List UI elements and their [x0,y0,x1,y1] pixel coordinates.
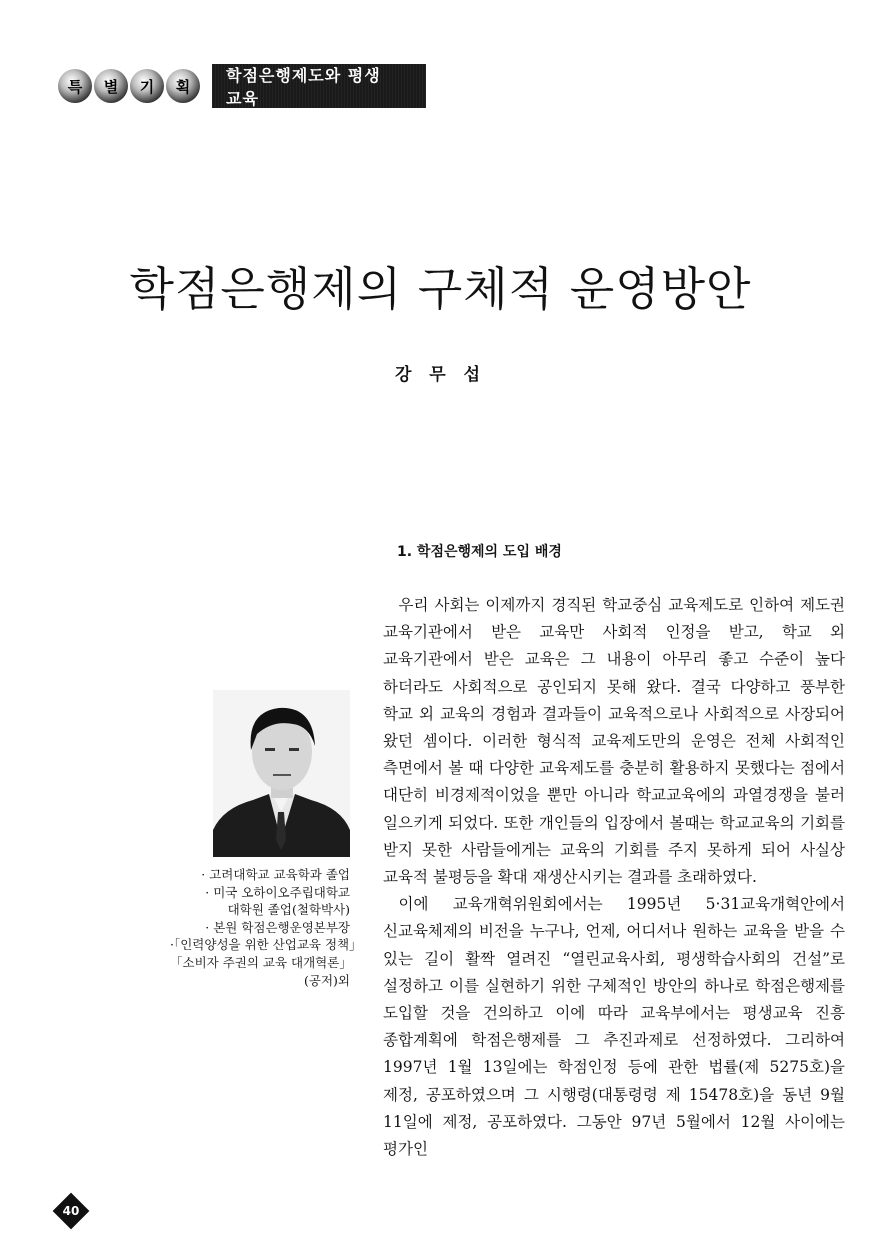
page-number [53,1193,89,1229]
bio-line: 대학원 졸업(철학박사) [227,902,350,918]
series-title: 학점은행제도와 평생교육 [212,64,426,108]
bio-line: 「소비자 주권의 교육 대개혁론」 [170,954,352,970]
author-bio [170,866,362,989]
bio-line: ·「인력양성을 위한 산업교육 정책」 [170,937,362,953]
author-portrait-image [213,690,350,857]
author-photo [213,690,350,857]
article-body [383,592,845,1163]
author-name: 강 무 섭 [394,365,487,385]
series-header [58,62,426,110]
special-feature-badges [58,69,202,103]
body-paragraph: 우리 사회는 이제까지 경직된 학교중심 교육제도로 인하여 제도권 교육기관에서 받은 교육만 사회적 인정을 받고, 학교 외 교육기관에서 받은 교육은 그 내용이 아무리 좋고 수준이 높다 하더라도 사회적으로 공인되지 못해 왔다. 결국 다양하고 풍부한 학교 외 교육의 경험과 결과들이 교육적으로나 사회적으로 사장되어 왔던 셈이다. 이러한 형식적 교육제도만의 운영은 전체 사회적인 측면에서 볼 때 다양한 교육제도를 충분히 활용하지 못했다는 점에서 대단히 비경제적이었을 뿐만 아니라 학교교육에의 과열경쟁을 불러 일으키게 되었다. 또한 개인들의 입장에서 볼때는 학교교육의 기회를 받지 못한 사람들에게는 교육의 기회를 주지 못하게 되어 사실상 교육적 불평등을 확대 재생산시키는 결과를 초래하였다. [383,596,845,887]
bio-line: · 본원 학점은행운영본부장 [205,919,350,935]
bio-line: (공저)외 [304,972,350,988]
page-number-label: 40 [62,1204,80,1218]
section-heading: 1. 학점은행제의 도입 배경 [397,544,562,560]
badge-char: 기 [130,69,164,103]
badge-char: 별 [94,69,128,103]
badge-char: 특 [58,69,92,103]
bio-line: · 고려대학교 교육학과 졸업 [201,867,350,882]
article-title: 학점은행제의 구체적 운영방안 [129,261,752,316]
badge-char: 획 [166,69,200,103]
body-paragraph: 이에 교육개혁위원회에서는 1995년 5·31교육개혁안에서 신교육체제의 비전을 누구나, 언제, 어디서나 원하는 교육을 받을 수 있는 길이 활짝 열려진 “열린교육사회, 평생학습사회의 건설”로 설정하고 이를 실현하기 위한 구체적인 방안의 하나로 학점은행제를 도입할 것을 건의하고 이에 따라 교육부에서는 평생교육 진흥 종합계획에 학점은행제를 그 추진과제로 선정하였다. 그리하여 1997년 1월 13일에는 학점인정 등에 관한 법률(제 5275호)을 제정, 공포하였으며 그 시행령(대통령령 제 15478호)을 동년 9월 11일에 제정, 공포하였다. 그동안 97년 5월에서 12월 사이에는 평가인 [383,895,845,1159]
bio-line: · 미국 오하이오주립대학교 [205,884,350,900]
